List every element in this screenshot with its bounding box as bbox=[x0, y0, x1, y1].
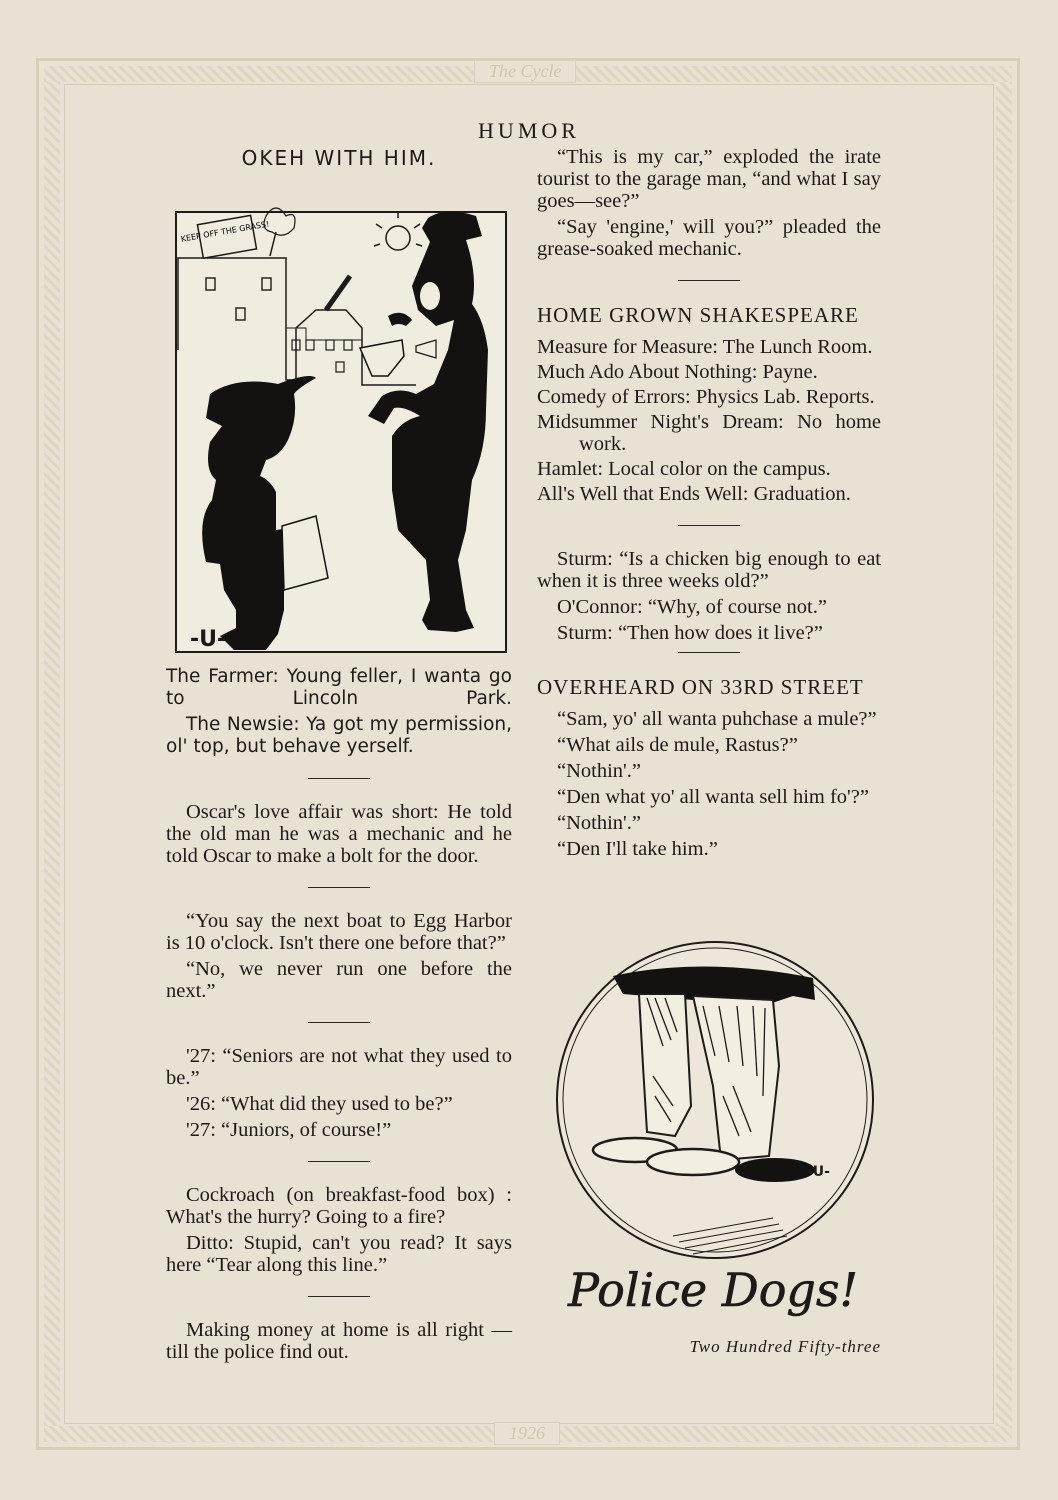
section-heading: HUMOR bbox=[478, 118, 580, 143]
shakespeare-item: Hamlet: Local color on the campus. bbox=[537, 458, 831, 480]
police-dogs-cartoon bbox=[543, 936, 883, 1326]
mule-line: “Sam, yo' all wanta puhchase a mule?” bbox=[557, 708, 877, 730]
divider-rule bbox=[308, 887, 370, 888]
running-head: The Cycle bbox=[474, 60, 576, 83]
car-line: “This is my car,” exploded the irate tourist to the garage man, “and what I say goes—see?” bbox=[537, 146, 881, 212]
egg-harbor-answer: “No, we never run one before the next.” bbox=[166, 958, 512, 1002]
ditto-line: Ditto: Stupid, can't you read? It says here “Tear along this line.” bbox=[166, 1232, 512, 1276]
farmer-newsie-cartoon bbox=[166, 180, 512, 656]
oscar-joke: Oscar's love affair was short: He told the old man he was a mechanic and he told Oscar to make a bolt for the door. bbox=[166, 801, 512, 867]
mule-line: “Nothin'.” bbox=[557, 812, 641, 834]
newsie-line: The Newsie: Ya got my permission, ol' top, but behave yerself. bbox=[166, 714, 512, 757]
right-column bbox=[537, 146, 881, 860]
farmer-line: The Farmer: Young feller, I wanta go to Lincoln Park. bbox=[166, 666, 512, 709]
left-column bbox=[166, 146, 512, 1363]
police-dogs-caption: Police Dogs! bbox=[568, 1263, 858, 1317]
running-foot: 1926 bbox=[494, 1422, 560, 1445]
cockroach-line: Cockroach (on breakfast-food box) : What's the hurry? Going to a fire? bbox=[166, 1184, 512, 1228]
overheard-title: OVERHEARD ON 33RD STREET bbox=[537, 675, 864, 699]
shakespeare-title: HOME GROWN SHAKESPEARE bbox=[537, 303, 859, 327]
keep-off-sign-text: KEEP OFF THE GRASS! bbox=[180, 219, 270, 244]
mule-line: “What ails de mule, Rastus?” bbox=[557, 734, 798, 756]
used-to-be-line: '26: “What did they used to be?” bbox=[186, 1093, 453, 1115]
okeh-title: OKEH WITH HIM. bbox=[241, 146, 437, 170]
shakespeare-item: Comedy of Errors: Physics Lab. Reports. bbox=[537, 386, 875, 408]
sturm-reply: Sturm: “Then how does it live?” bbox=[557, 622, 823, 644]
shakespeare-item: Midsummer Night's Dream: No home work. bbox=[537, 411, 881, 455]
money-joke: Making money at home is all right —till the police find out. bbox=[166, 1319, 512, 1363]
border-band-right bbox=[996, 82, 1012, 1426]
divider-rule bbox=[308, 1161, 370, 1162]
border-band-left bbox=[44, 82, 60, 1426]
egg-harbor-question: “You say the next boat to Egg Harbor is 10 o'clock. Isn't there one before that?” bbox=[166, 910, 512, 954]
sturm-question: Sturm: “Is a chicken big enough to eat when it is three weeks old?” bbox=[537, 548, 881, 592]
divider-rule bbox=[678, 652, 740, 653]
engine-line: “Say 'engine,' will you?” pleaded the grease-soaked mechanic. bbox=[537, 216, 881, 260]
shakespeare-item: Much Ado About Nothing: Payne. bbox=[537, 361, 818, 383]
divider-rule bbox=[308, 1022, 370, 1023]
mule-line: “Den I'll take him.” bbox=[557, 838, 718, 860]
mule-line: “Den what yo' all wanta sell him fo'?” bbox=[557, 786, 869, 808]
seniors-line: '27: “Seniors are not what they used to be.” bbox=[166, 1045, 512, 1089]
divider-rule bbox=[308, 1296, 370, 1297]
page-number: Two Hundred Fifty-three bbox=[689, 1337, 881, 1356]
mule-line: “Nothin'.” bbox=[557, 760, 641, 782]
cartoon-signature: -U- bbox=[190, 627, 227, 652]
juniors-line: '27: “Juniors, of course!” bbox=[186, 1119, 392, 1141]
shakespeare-item: Measure for Measure: The Lunch Room. bbox=[537, 336, 873, 358]
police-signature: -U- bbox=[807, 1164, 830, 1180]
oconnor-answer: O'Connor: “Why, of course not.” bbox=[557, 596, 827, 618]
divider-rule bbox=[308, 778, 370, 779]
shakespeare-item: All's Well that Ends Well: Graduation. bbox=[537, 483, 851, 505]
divider-rule bbox=[678, 525, 740, 526]
divider-rule bbox=[678, 280, 740, 281]
